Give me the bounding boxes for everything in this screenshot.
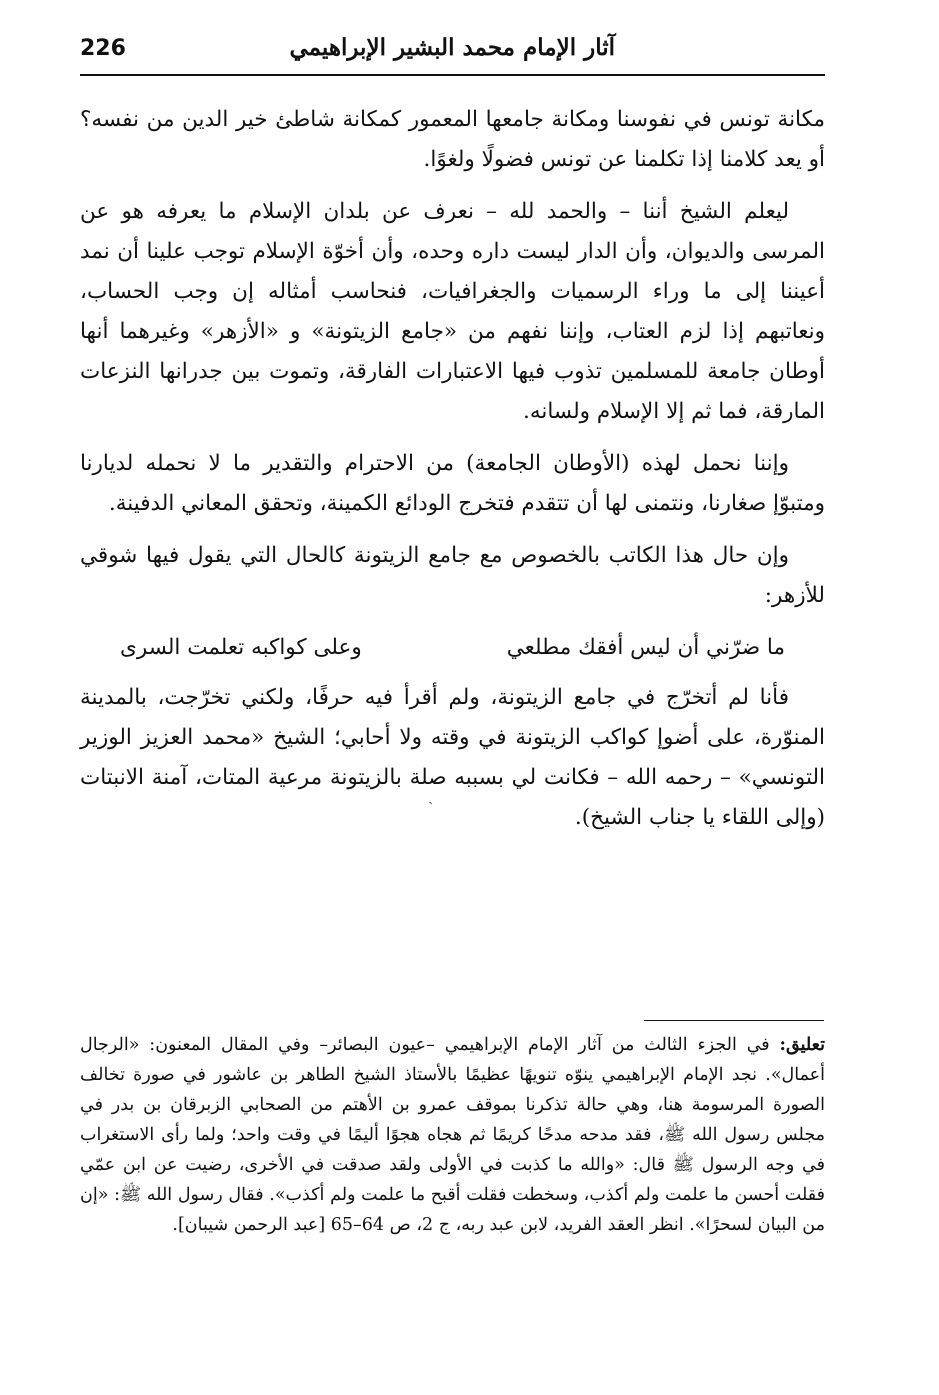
poem-hemistich-first: ما ضرّني أن ليس أفقك مطلعي (506, 635, 785, 660)
paragraph: وإن حال هذا الكاتب بالخصوص مع جامع الزيتونة كالحال التي يقول فيها شوقي للأزهر: (80, 543, 825, 608)
footnote-label: تعليق: (779, 1035, 825, 1055)
poem-hemistich-second: وعلى كواكبه تعلمت السرى (120, 635, 362, 660)
page-header (80, 30, 825, 76)
running-title: آثار الإمام محمد البشير الإبراهيمي (289, 34, 615, 61)
paragraph: مكانة تونس في نفوسنا ومكانة جامعها المعمور كمكانة شاطئ خير الدين من نفسه؟ أو يعد كلامنا إذا تكلمنا عن تونس فضولًا ولغوًا. (80, 107, 825, 172)
footnote-divider (644, 1020, 824, 1021)
paragraph: ليعلم الشيخ أننا – والحمد لله – نعرف عن بلدان الإسلام ما يعرفه هو عن المرسى والديوان، وأن الدار ليست داره وحده، وأن أخوّة الإسلام توجب علينا أن نمد أعيننا إلى ما وراء الرسميات والجغرافيات، فنحاسب أمثاله إن وجب الحساب، ونعاتبهم إذا لزم العتاب، وإننا نفهم من «جامع الزيتونة» و «الأزهر» وغيرهما أنها أوطان جامعة للمسلمين تذوب فيها الاعتبارات الفارقة، وتموت بين جدرانها النزعات المارقة، فما ثم إلا الإسلام ولسانه. (80, 199, 825, 424)
main-text (80, 100, 825, 850)
paragraph: وإننا نحمل لهذه (الأوطان الجامعة) من الاحترام والتقدير ما لا نحمله لديارنا ومتبوّإ صغارنا، ونتمنى لها أن تتقدم فتخرج الودائع الكمينة، وتحقق المعاني الدفينة. (80, 451, 825, 516)
stray-mark: ˏ (428, 786, 434, 805)
paragraph: فأنا لم أتخرّج في جامع الزيتونة، ولم أقرأ فيه حرفًا، ولكني تخرّجت، بالمدينة المنوّرة، على أضوإ كواكب الزيتونة في وقته ولا أحابي؛ الشيخ «محمد العزيز الوزير التونسي» – رحمه الله – فكانت لي بسببه صلة بالزيتونة مرعية المتات، آمنة الانبتات (وإلى اللقاء يا جناب الشيخ). (80, 685, 825, 830)
footnote (80, 1030, 825, 1240)
footnote-text: في الجزء الثالث من آثار الإمام الإبراهيمي –عيون البصائر– وفي المقال المعنون: «الرجال أعمال». نجد الإمام الإبراهيمي ينوّه تنويهًا عظيمًا بالأستاذ الشيخ الطاهر بن عاشور في صورة تخالف الصورة المرسومة هنا، وهي حالة تذكرنا بموقف عمرو بن الأهتم من الصحابي الزبرقان بن بدر في مجلس رسول الله ﷺ، فقد مدحه مدحًا كريمًا ثم هجاه هجوًا أليمًا في وقت واحد؛ ولما رأى الاستغراب في وجه الرسول ﷺ قال: «والله ما كذبت في الأولى ولقد صدقت في الأخرى، رضيت عن ابن عمّي فقلت أحسن ما علمت ولم أكذب، وسخطت فقلت أقبح ما علمت ولم أكذب». فقال رسول الله ﷺ: «إن من البيان لسحرًا». انظر العقد الفريد، لابن عبد ربه، ج 2، ص 64–65 [عبد الرحمن شيبان]. (80, 1035, 825, 1235)
poem-verse (120, 628, 785, 668)
page-number: 226 (80, 36, 126, 61)
